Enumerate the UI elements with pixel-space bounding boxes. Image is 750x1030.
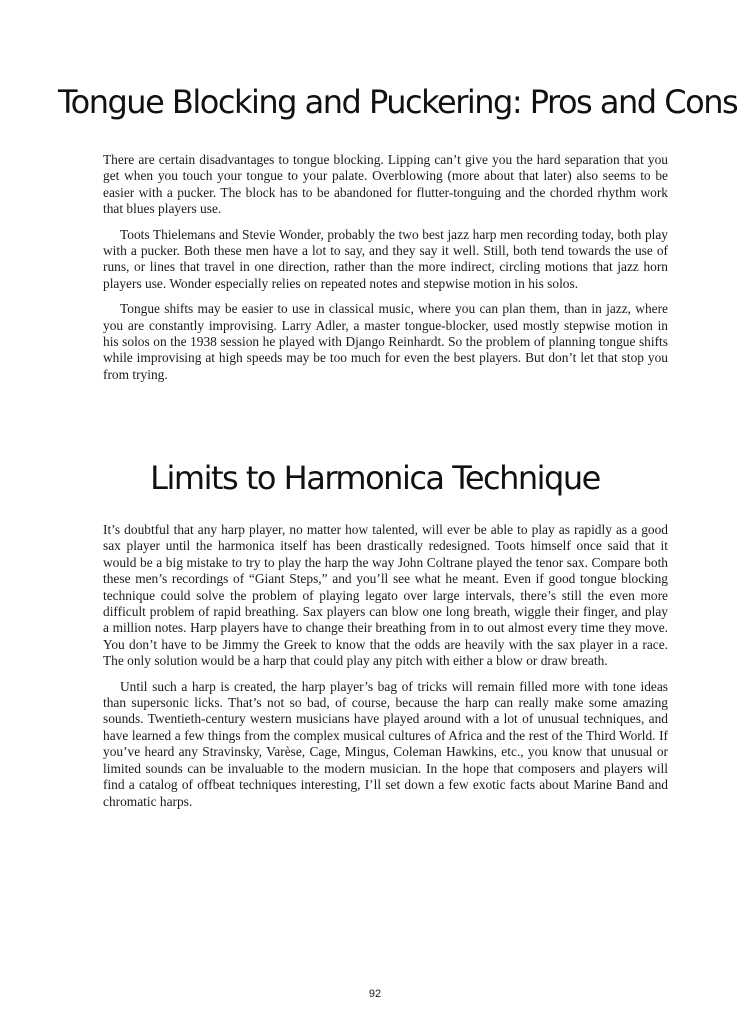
section-body-tongue-blocking: [103, 152, 668, 392]
paragraph: It’s doubtful that any harp player, no matter how talented, will ever be able to play as rapidly as a good sax player until the harmonica itself has been drastically redesigned. Toots himself once said that it would be a big mistake to try to play the harp the way John Coltrane played the tenor sax. Compare both these men’s recordings of “Giant Steps,” and you’ll see what he meant. Even if good tongue blocking technique could solve the problem of playing legato over large intervals, there’s still the even more difficult problem of rapid breathing. Sax players can blow one long breath, wiggle their finger, and play a million notes. Harp players have to change their breathing from in to out almost every time they move. You don’t have to be Jimmy the Greek to know that the odds are heavily with the sax player in a race. The only solution would be a harp that could play any pitch with either a blow or draw breath.: [103, 522, 668, 669]
section-title-tongue-blocking: Tongue Blocking and Puckering: Pros and Cons: [58, 83, 738, 121]
section-body-limits: [103, 522, 668, 819]
paragraph: Toots Thielemans and Stevie Wonder, probably the two best jazz harp men recording today, both play with a pucker. Both these men have a lot to say, and they say it well. Still, both tend towards the use of runs, or lines that travel in one direction, rather than the more indirect, circling motions that jazz horn players use. Wonder especially relies on repeated notes and stepwise motion in his solos.: [103, 226, 668, 291]
paragraph: There are certain disadvantages to tongue blocking. Lipping can’t give you the hard separation that you get when you touch your tongue to your palate. Overblowing (more about that later) also seems to be easier with a pucker. The block has to be abandoned for flutter-tonguing and the chorded rhythm work that blues players use.: [103, 152, 668, 217]
paragraph: Until such a harp is created, the harp player’s bag of tricks will remain filled more with tone ideas than supersonic licks. That’s not so bad, of course, because the harp can really make some amazing sounds. Twentieth-century western musicians have played around with a lot of unusual techniques, and have learned a few things from the complex musical cultures of Africa and the rest of the Third World. If you’ve heard any Stravinsky, Varèse, Cage, Mingus, Coleman Hawkins, etc., you know that unusual or limited sounds can be invaluable to the modern musician. In the hope that composers and players will find a catalog of offbeat techniques interesting, I’ll set down a few exotic facts about Marine Band and chromatic harps.: [103, 678, 668, 809]
section-title-limits: Limits to Harmonica Technique: [150, 459, 600, 497]
paragraph: Tongue shifts may be easier to use in classical music, where you can plan them, than in jazz, where you are constantly improvising. Larry Adler, a master tongue-blocker, used mostly stepwise motion in his solos on the 1938 session he played with Django Reinhardt. So the problem of planning tongue shifts while improvising at high speeds may be too much for even the best players. But don’t let that stop you from trying.: [103, 301, 668, 382]
page-number: 92: [368, 988, 382, 1000]
